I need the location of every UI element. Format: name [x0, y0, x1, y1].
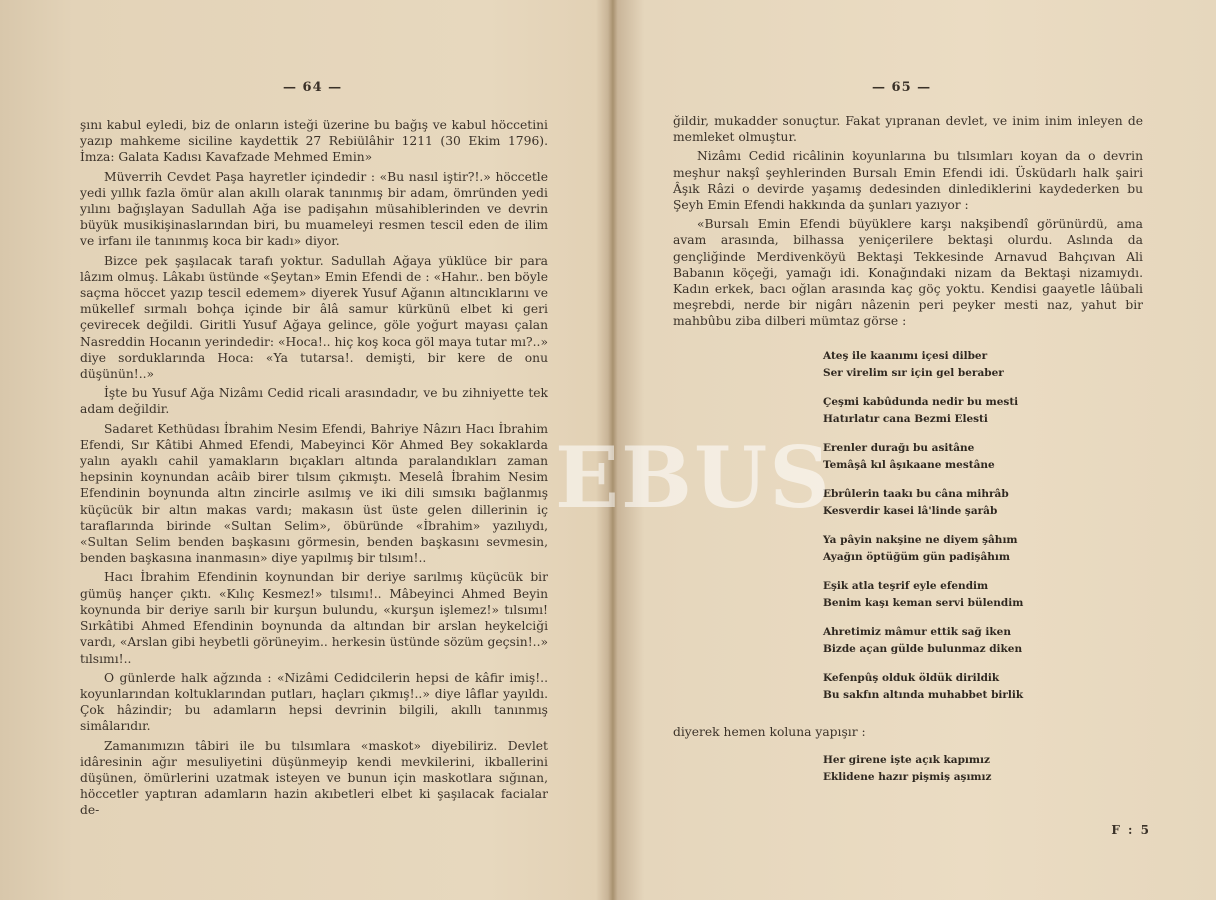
verse-couplet: [823, 532, 1143, 566]
paragraph: Müverrih Cevdet Paşa hayretler içindedir : «Bu nasıl iştir?!.» höccetle yedi yıllık fazla ömür alan akıllı olarak tanınmış bir adam, ömründen yedi yılını bağışlayan Sadullah Ağa ise padişahın müsahiblerinden ve devrin büyük musikişinaslarından biri, bu muameleyi resmen tescil eden de ilim ve irfanı ile tanınmış koca bir kadı» diyor.: [80, 169, 548, 249]
page-number-left: — 64 —: [283, 80, 343, 95]
left-page-text: [80, 117, 548, 822]
verse-line: Erenler durağı bu asitâne: [823, 441, 975, 454]
verse-line: Ser virelim sır için gel beraber: [823, 366, 1004, 379]
verse-line: Kesverdir kasei lâ'linde şarâb: [823, 504, 998, 517]
verse-line: Her girene işte açık kapımız: [823, 753, 990, 766]
verse-couplet: [823, 578, 1143, 612]
paragraph: Sadaret Kethüdası İbrahim Nesim Efendi, Bahriye Nâzırı Hacı İbrahim Efendi, Sır Kâtibi Ahmed Efendi, Mabeyinci Kör Ahmed Bey sokaklarda yalın ayaklı cahil yamakların bıçakları altında paralandıkları zaman hepsinin koynundan acâib birer tılsım çıkmıştı. Meselâ İbrahim Nesim Efendinin boynunda altın zincirle asılmış ve iki dili sımsıkı bağlanmış küçücük bir altın makas vardı; makasın üst üste gelen dillerinin iç taraflarında birinde «Sultan Selim», öbüründe «İbrahim» yazılıydı, «Sultan Selim benden başkasını görmesin, benden başkasını sevmesin, benden başkasına inanmasın» diye yapılmış bir tılsım!..: [80, 421, 548, 566]
verse-line: Eşik atla teşrif eyle efendim: [823, 579, 989, 592]
verse-couplet: [823, 348, 1143, 382]
paragraph: şını kabul eyledi, biz de onların isteği üzerine bu bağış ve kabul höccetini yazıp mahkeme siciline kaydettik 27 Rebiülâhir 1211 (30 Ekim 1796). İmza: Galata Kadısı Kavafzade Mehmed Emin»: [80, 118, 548, 165]
left-page: [0, 0, 606, 900]
verse-line: Kefenpûş olduk öldük dirildik: [823, 671, 1000, 684]
verse-line: Ayağın öptüğüm gün padişâhım: [823, 550, 1011, 563]
verse-couplet: [823, 624, 1143, 658]
paragraph: Zamanımızın tâbiri ile bu tılsımlara «maskot» diyebiliriz. Devlet idâresinin ağır mesuliyetini düşünmeyip kendi mevkilerini, ikballerini düşünen, ömürlerini uzatmak isteyen ve bunun için maskotlara sığınan, höccetler yaptıran adamların hazin akıbetleri elbet ki şaşılacak facialar de-: [80, 738, 548, 818]
continuation-text: diyerek hemen koluna yapışır :: [673, 724, 866, 739]
verse-line: Eklidene hazır pişmiş aşımız: [823, 770, 992, 783]
verse-line: Bizde açan gülde bulunmaz diken: [823, 642, 1023, 655]
verse-line: Ateş ile kaanımı içesi dilber: [823, 349, 988, 362]
verse-line: Ebrûlerin taakı bu câna mihrâb: [823, 487, 1009, 500]
watermark: EBUS: [555, 428, 832, 527]
paragraph: Nizâmı Cedid ricâlinin koyunlarına bu tılsımları koyan da o devrin meşhur nakşî şeyhlerinden Bursalı Emin Efendi idi. Üsküdarlı halk şairi Âşık Râzi o devirde yaşamış dedesinden dinlediklerini kaydederken bu Şeyh Emin Efendi hakkında da şunları yazıyor :: [673, 149, 1143, 213]
verse-couplet: [823, 440, 1143, 474]
paragraph: O günlerde halk ağzında : «Nizâmi Cedidcilerin hepsi de kâfir imiş!.. koyunlarından koltuklarından putları, haçları çıkmış!..» diye lâflar yayıldı. Çok hâzindir; bu adamların hepsi devrinin bilgili, akıllı tanınmış simâlarıdır.: [80, 670, 548, 734]
right-page: [610, 0, 1216, 900]
verse-couplet: [823, 670, 1143, 704]
verse-line: Hatırlatır cana Bezmi Elesti: [823, 412, 988, 425]
verse-line: Bu sakfın altında muhabbet birlik: [823, 688, 1024, 701]
signature-mark: F : 5: [1111, 823, 1151, 837]
verse-line: Benim kaşı keman servi bülendim: [823, 596, 1024, 609]
paragraph: Hacı İbrahim Efendinin koynundan bir deriye sarılmış küçücük bir gümüş hançer çıktı. «Kılıç Kesmez!» tılsımı!.. Mâbeyinci Ahmed Beyin koynunda bir deriye sarılı bir kurşun bulundu, «kurşun işlemez!» tılsımı! Sırkâtibi Ahmed Efendinin boynunda da altından bir arslan heykelciği vardı, «Arslan gibi heybetli görüneyim.. herkesin üstünde sözüm geçsin!..» tılsımı!..: [80, 570, 548, 666]
page-number-right: — 65 —: [872, 80, 932, 95]
paragraph: «Bursalı Emin Efendi büyüklere karşı nakşibendî görünürdü, ama avam arasında, bilhassa yeniçerilere bektaşi olurdu. Aslında da gençliğinde Merdivenköyü Bektaşi Tekkesinde Arnavud Bahçıvan Ali Babanın köçeği, yamağı idi. Konağındaki nizam da Bektaşi nizamıydı. Kadın erkek, bacı oğlan arasında kaç göç yoktu. Kendisi gaayetle lâübali meşrebdi, nerde bir nigârı nâzenin peri peyker mesti naz, yahut bir mahbûbu ziba dilberi mümtaz görse :: [673, 217, 1143, 329]
verse-couplet: [823, 394, 1143, 428]
verse-line: Temâşâ kıl âşıkaane mestâne: [823, 458, 995, 471]
paragraph: ğildir, mukadder sonuçtur. Fakat yıpranan devlet, ve inim inim inleyen de memleket olmuştur.: [673, 114, 1143, 145]
final-verse-couplet: [823, 752, 1143, 786]
paragraph: Bizce pek şaşılacak tarafı yoktur. Sadullah Ağaya yüklüce bir para lâzım olmuş. Lâkabı üstünde «Şeytan» Emin Efendi de : «Hahır.. ben böyle saçma höccet yazıp tescil edemem» diyerek Yusuf Ağanın altıncıklarını ve mükellef sırmalı bohça içinde bir âlâ samur kürkünü elbet ki geri çevirecek değildi. Giritli Yusuf Ağaya gelince, göle yoğurt mayası çalan Nasreddin Hocanın yerindedir: «Hoca!.. hiç koş koca göl maya tutar mı?..» diye sorduklarında Hoca: «Ya tutarsa!. demişti, bir kere de onu düşünün!..»: [80, 253, 548, 382]
right-page-text: [673, 113, 1143, 786]
verse-couplet: [823, 486, 1143, 520]
paragraph: İşte bu Yusuf Ağa Nizâmı Cedid ricali arasındadır, ve bu zihniyette tek adam değildir.: [80, 386, 548, 417]
verse-line: Ya pâyin nakşine ne diyem şâhım: [823, 533, 1018, 546]
verse-line: Ahretimiz mâmur ettik sağ iken: [823, 625, 1011, 638]
verse-line: Çeşmi kabûdunda nedir bu mesti: [823, 395, 1019, 408]
